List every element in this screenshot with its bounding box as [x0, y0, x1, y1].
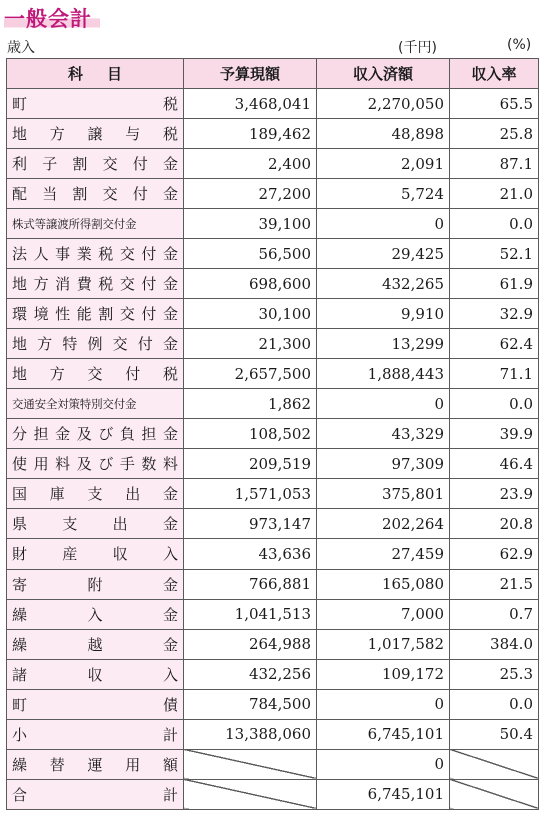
- header-subject: 科目: [7, 59, 184, 89]
- row-received: 2,091: [317, 149, 450, 179]
- row-subject-text: 町 税: [12, 95, 178, 114]
- table-row: [7, 749, 539, 779]
- row-subject-text: 地 方 交 付 税: [12, 365, 178, 384]
- row-budget: 766,881: [184, 569, 317, 599]
- row-subject-text: 繰 入 金: [12, 605, 178, 624]
- row-received: 6,745,101: [317, 719, 450, 749]
- row-rate: 50.4: [450, 719, 539, 749]
- row-received: 13,299: [317, 329, 450, 359]
- row-rate: 0.7: [450, 599, 539, 629]
- header-received: 収入済額: [317, 59, 450, 89]
- row-received: 1,017,582: [317, 629, 450, 659]
- row-subject-text: 地 方 譲 与 税: [12, 125, 178, 144]
- row-rate: 0.0: [450, 689, 539, 719]
- row-rate: [450, 779, 539, 809]
- row-received: 432,265: [317, 269, 450, 299]
- row-received: 109,172: [317, 659, 450, 689]
- row-subject: 交通安全対策特別交付金: [7, 389, 184, 419]
- row-rate: 61.9: [450, 269, 539, 299]
- row-received: 0: [317, 689, 450, 719]
- row-subject-text: 使 用 料 及 び 手 数 料: [12, 455, 178, 474]
- table-row: [7, 569, 539, 599]
- row-budget: 27,200: [184, 179, 317, 209]
- table-row: [7, 779, 539, 809]
- table-row: [7, 629, 539, 659]
- row-subject: [7, 779, 184, 809]
- row-budget: 2,400: [184, 149, 317, 179]
- row-rate: 0.0: [450, 209, 539, 239]
- row-subject-text: 町 債: [12, 695, 178, 714]
- table-row: [7, 599, 539, 629]
- row-subject-text: 地 方 特 例 交 付 金: [12, 335, 178, 354]
- row-rate: [450, 749, 539, 779]
- row-rate: 65.5: [450, 89, 539, 119]
- table-row: [7, 389, 539, 419]
- row-budget: 56,500: [184, 239, 317, 269]
- row-budget: 1,571,053: [184, 479, 317, 509]
- table-row: [7, 509, 539, 539]
- row-budget: 21,300: [184, 329, 317, 359]
- table-row: [7, 659, 539, 689]
- table-row: [7, 719, 539, 749]
- row-received: 0: [317, 389, 450, 419]
- row-subject: [7, 599, 184, 629]
- row-budget: 13,388,060: [184, 719, 317, 749]
- row-budget: 3,468,041: [184, 89, 317, 119]
- table-row: [7, 89, 539, 119]
- row-budget: 108,502: [184, 419, 317, 449]
- row-budget: 698,600: [184, 269, 317, 299]
- row-subject: [7, 419, 184, 449]
- row-rate: 52.1: [450, 239, 539, 269]
- table-row: [7, 539, 539, 569]
- row-subject: [7, 569, 184, 599]
- row-received: 202,264: [317, 509, 450, 539]
- row-received: 5,724: [317, 179, 450, 209]
- row-budget: 43,636: [184, 539, 317, 569]
- row-rate: 21.5: [450, 569, 539, 599]
- row-budget: 39,100: [184, 209, 317, 239]
- row-subject: [7, 539, 184, 569]
- row-rate: 32.9: [450, 299, 539, 329]
- row-subject: [7, 689, 184, 719]
- unit-label: (千円): [398, 40, 437, 56]
- row-budget: 973,147: [184, 509, 317, 539]
- row-subject: [7, 329, 184, 359]
- section-label: 歳入: [7, 40, 35, 56]
- row-budget: [184, 779, 317, 809]
- row-subject-text: 繰 越 金: [12, 635, 178, 654]
- row-budget: 2,657,500: [184, 359, 317, 389]
- table-row: [7, 329, 539, 359]
- row-rate: 71.1: [450, 359, 539, 389]
- row-rate: 23.9: [450, 479, 539, 509]
- row-budget: 1,041,513: [184, 599, 317, 629]
- row-subject-text: 小 計: [12, 725, 178, 744]
- row-subject: 株式等譲渡所得割交付金: [7, 209, 184, 239]
- header-budget: 予算現額: [184, 59, 317, 89]
- row-rate: 87.1: [450, 149, 539, 179]
- row-rate: 62.9: [450, 539, 539, 569]
- header-row: [7, 59, 539, 89]
- revenue-table: [6, 58, 539, 810]
- row-subject: [7, 749, 184, 779]
- table-row: [7, 149, 539, 179]
- row-received: 2,270,050: [317, 89, 450, 119]
- table-row: [7, 449, 539, 479]
- table-row: [7, 119, 539, 149]
- row-budget: 432,256: [184, 659, 317, 689]
- table-row: [7, 359, 539, 389]
- percent-label: (%): [507, 37, 532, 53]
- row-budget: 1,862: [184, 389, 317, 419]
- row-received: 7,000: [317, 599, 450, 629]
- table-row: [7, 239, 539, 269]
- header-rate: 収入率: [450, 59, 539, 89]
- table-row: [7, 269, 539, 299]
- row-subject-text: 繰 替 運 用 額: [12, 755, 178, 774]
- row-rate: 0.0: [450, 389, 539, 419]
- row-subject: [7, 479, 184, 509]
- table-row: [7, 209, 539, 239]
- row-subject: [7, 659, 184, 689]
- row-rate: 21.0: [450, 179, 539, 209]
- row-budget: 209,519: [184, 449, 317, 479]
- row-received: 43,329: [317, 419, 450, 449]
- row-rate: 39.9: [450, 419, 539, 449]
- table-row: [7, 179, 539, 209]
- row-subject: [7, 629, 184, 659]
- row-subject-text: 配 当 割 交 付 金: [12, 185, 178, 204]
- row-subject-text: 環 境 性 能 割 交 付 金: [12, 305, 178, 324]
- row-subject-text: 諸 収 入: [12, 665, 178, 684]
- row-received: 97,309: [317, 449, 450, 479]
- table-row: [7, 299, 539, 329]
- row-rate: 25.3: [450, 659, 539, 689]
- row-subject-text: 寄 附 金: [12, 575, 178, 594]
- row-subject-text: 法 人 事 業 税 交 付 金: [12, 245, 178, 264]
- page-title: 一般会計: [4, 3, 100, 31]
- row-rate: 46.4: [450, 449, 539, 479]
- row-received: 9,910: [317, 299, 450, 329]
- row-subject: [7, 299, 184, 329]
- row-rate: 20.8: [450, 509, 539, 539]
- row-subject-text: 分 担 金 及 び 負 担 金: [12, 425, 178, 444]
- row-budget: [184, 749, 317, 779]
- table-row: [7, 419, 539, 449]
- row-received: 165,080: [317, 569, 450, 599]
- row-subject: [7, 509, 184, 539]
- row-received: 0: [317, 209, 450, 239]
- row-subject: [7, 719, 184, 749]
- table-row: [7, 479, 539, 509]
- row-budget: 189,462: [184, 119, 317, 149]
- row-budget: 264,988: [184, 629, 317, 659]
- row-subject-text: 合 計: [12, 785, 178, 804]
- row-subject-text: 利 子 割 交 付 金: [12, 155, 178, 174]
- row-subject: [7, 239, 184, 269]
- row-rate: 62.4: [450, 329, 539, 359]
- row-subject: [7, 359, 184, 389]
- row-subject-text: 地 方 消 費 税 交 付 金: [12, 275, 178, 294]
- row-subject-text: 県 支 出 金: [12, 515, 178, 534]
- row-subject: [7, 179, 184, 209]
- row-budget: 784,500: [184, 689, 317, 719]
- row-rate: 25.8: [450, 119, 539, 149]
- table-body: [7, 89, 539, 810]
- row-rate: 384.0: [450, 629, 539, 659]
- row-subject: [7, 149, 184, 179]
- row-received: 48,898: [317, 119, 450, 149]
- row-received: 27,459: [317, 539, 450, 569]
- row-subject: [7, 449, 184, 479]
- row-received: 0: [317, 749, 450, 779]
- table-row: [7, 689, 539, 719]
- row-received: 29,425: [317, 239, 450, 269]
- row-received: 6,745,101: [317, 779, 450, 809]
- row-received: 375,801: [317, 479, 450, 509]
- row-subject: [7, 269, 184, 299]
- row-received: 1,888,443: [317, 359, 450, 389]
- row-subject-text: 国 庫 支 出 金: [12, 485, 178, 504]
- row-budget: 30,100: [184, 299, 317, 329]
- row-subject-text: 財 産 収 入: [12, 545, 178, 564]
- row-subject: [7, 89, 184, 119]
- row-subject: [7, 119, 184, 149]
